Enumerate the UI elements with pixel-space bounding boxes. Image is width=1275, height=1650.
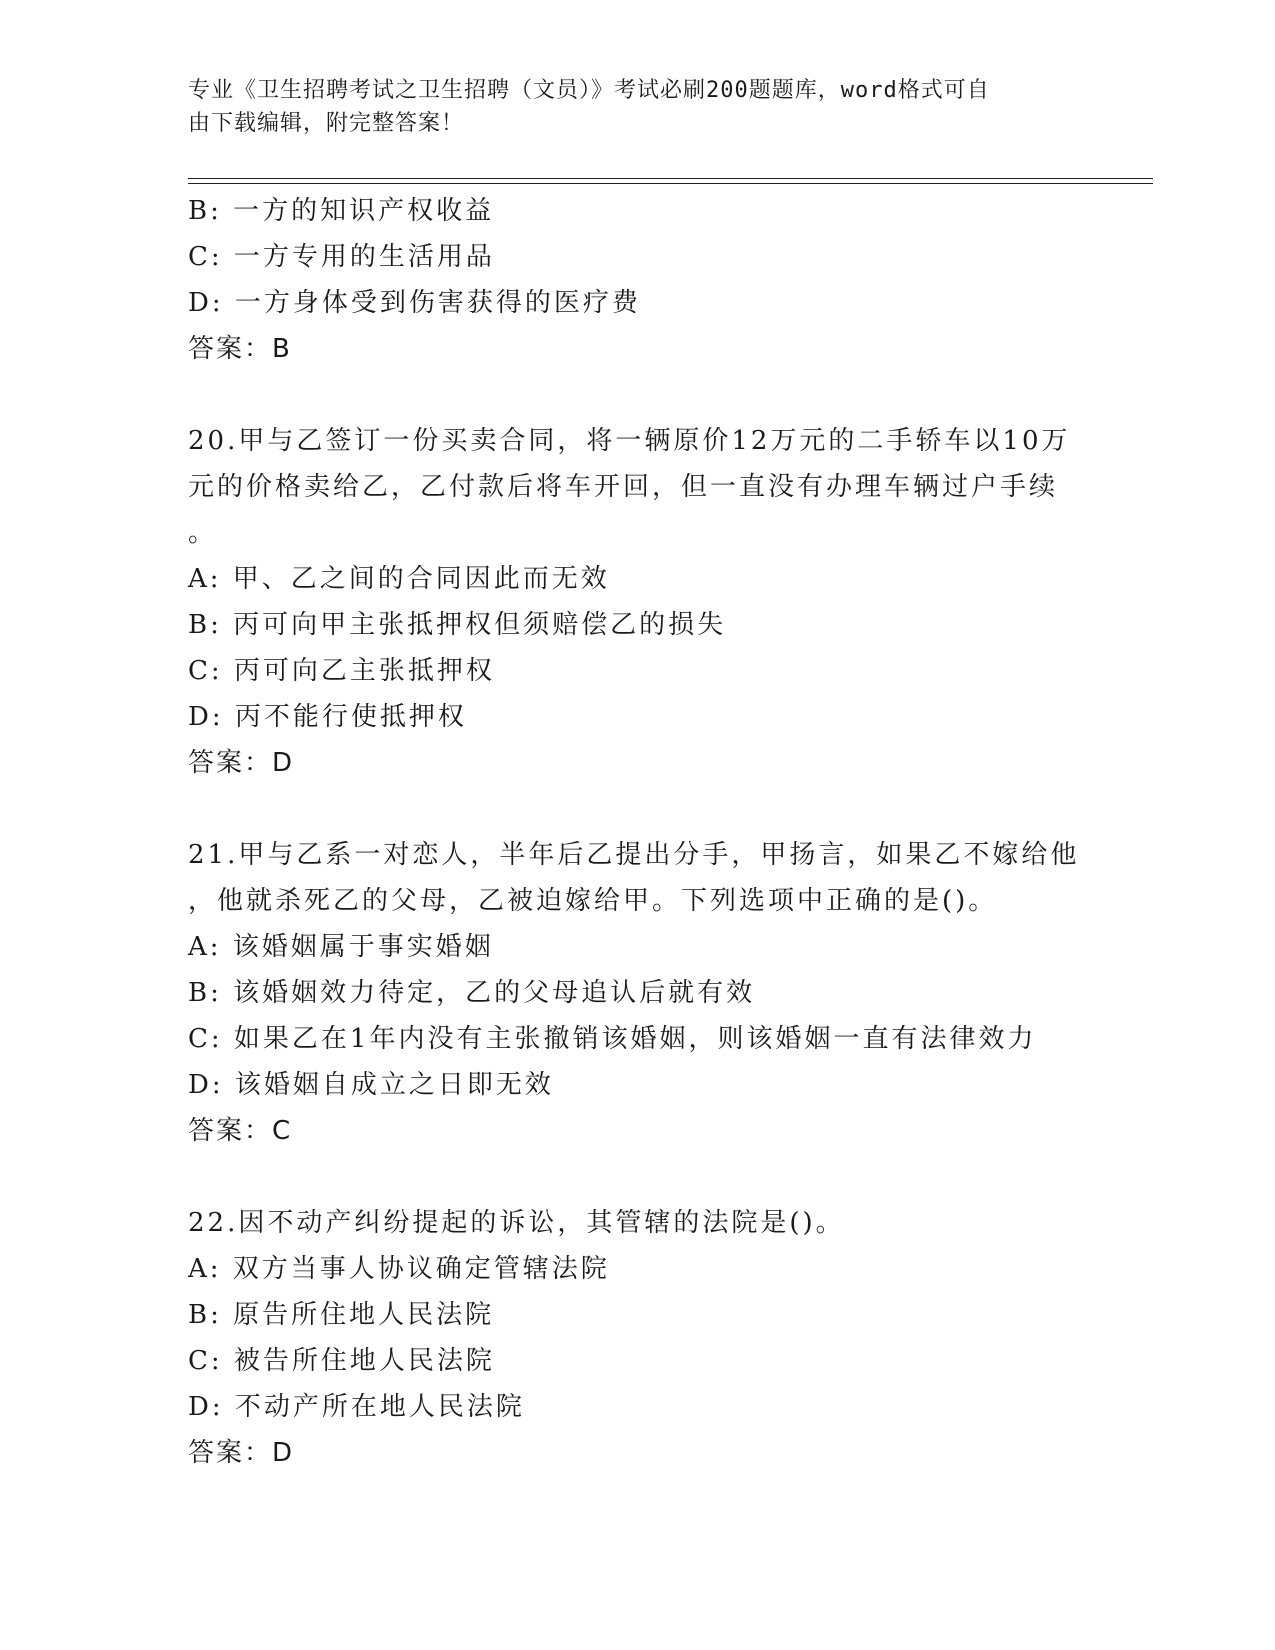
- question-21: [188, 832, 1088, 1154]
- option-c: C: 一方专用的生活用品: [188, 242, 495, 272]
- header-line-2: 由下载编辑，附完整答案！: [188, 111, 465, 136]
- option-b: B: 该婚姻效力待定，乙的父母追认后就有效: [188, 978, 756, 1008]
- question-text-line: 元的价格卖给乙，乙付款后将车开回，但一直没有办理车辆过户手续: [188, 472, 1059, 502]
- question-19-continuation: [188, 188, 1088, 372]
- option-c: C: 被告所住地人民法院: [188, 1346, 495, 1376]
- answer-line: 答案：B: [188, 334, 292, 364]
- answer-line: 答案：D: [188, 748, 295, 778]
- option-d: D: 一方身体受到伤害获得的医疗费: [188, 288, 641, 318]
- option-c: C: 如果乙在1年内没有主张撤销该婚姻，则该婚姻一直有法律效力: [188, 1024, 1037, 1054]
- option-a: A: 双方当事人协议确定管辖法院: [188, 1254, 610, 1284]
- option-b: B: 丙可向甲主张抵押权但须赔偿乙的损失: [188, 610, 727, 640]
- spacer: [188, 1154, 1088, 1200]
- option-d: D: 丙不能行使抵押权: [188, 702, 467, 732]
- header-line-1: 专业《卫生招聘考试之卫生招聘（文员）》考试必刷200题题库，word格式可自: [188, 78, 990, 103]
- option-d: D: 该婚姻自成立之日即无效: [188, 1070, 554, 1100]
- answer-line: 答案：D: [188, 1438, 295, 1468]
- header-rule-bottom: [188, 183, 1153, 184]
- question-22: [188, 1200, 1088, 1476]
- answer-line: 答案：C: [188, 1116, 293, 1146]
- option-d: D: 不动产所在地人民法院: [188, 1392, 525, 1422]
- question-text-line: 22.因不动产纠纷提起的诉讼，其管辖的法院是()。: [188, 1208, 845, 1238]
- option-a: A: 该婚姻属于事实婚姻: [188, 932, 494, 962]
- question-20: [188, 418, 1088, 786]
- question-text-line: 。: [188, 518, 218, 548]
- option-b: B: 一方的知识产权收益: [188, 196, 495, 226]
- document-header: [188, 74, 1068, 140]
- option-c: C: 丙可向乙主张抵押权: [188, 656, 495, 686]
- header-rule-top: [188, 178, 1153, 179]
- question-list: [188, 188, 1088, 1476]
- question-text-line: 20.甲与乙签订一份买卖合同，将一辆原价12万元的二手轿车以10万: [188, 426, 1071, 456]
- option-b: B: 原告所住地人民法院: [188, 1300, 495, 1330]
- spacer: [188, 372, 1088, 418]
- question-text-line: ，他就杀死乙的父母，乙被迫嫁给甲。下列选项中正确的是()。: [188, 886, 998, 916]
- option-a: A: 甲、乙之间的合同因此而无效: [188, 564, 610, 594]
- spacer: [188, 786, 1088, 832]
- question-text-line: 21.甲与乙系一对恋人，半年后乙提出分手，甲扬言，如果乙不嫁给他: [188, 840, 1080, 870]
